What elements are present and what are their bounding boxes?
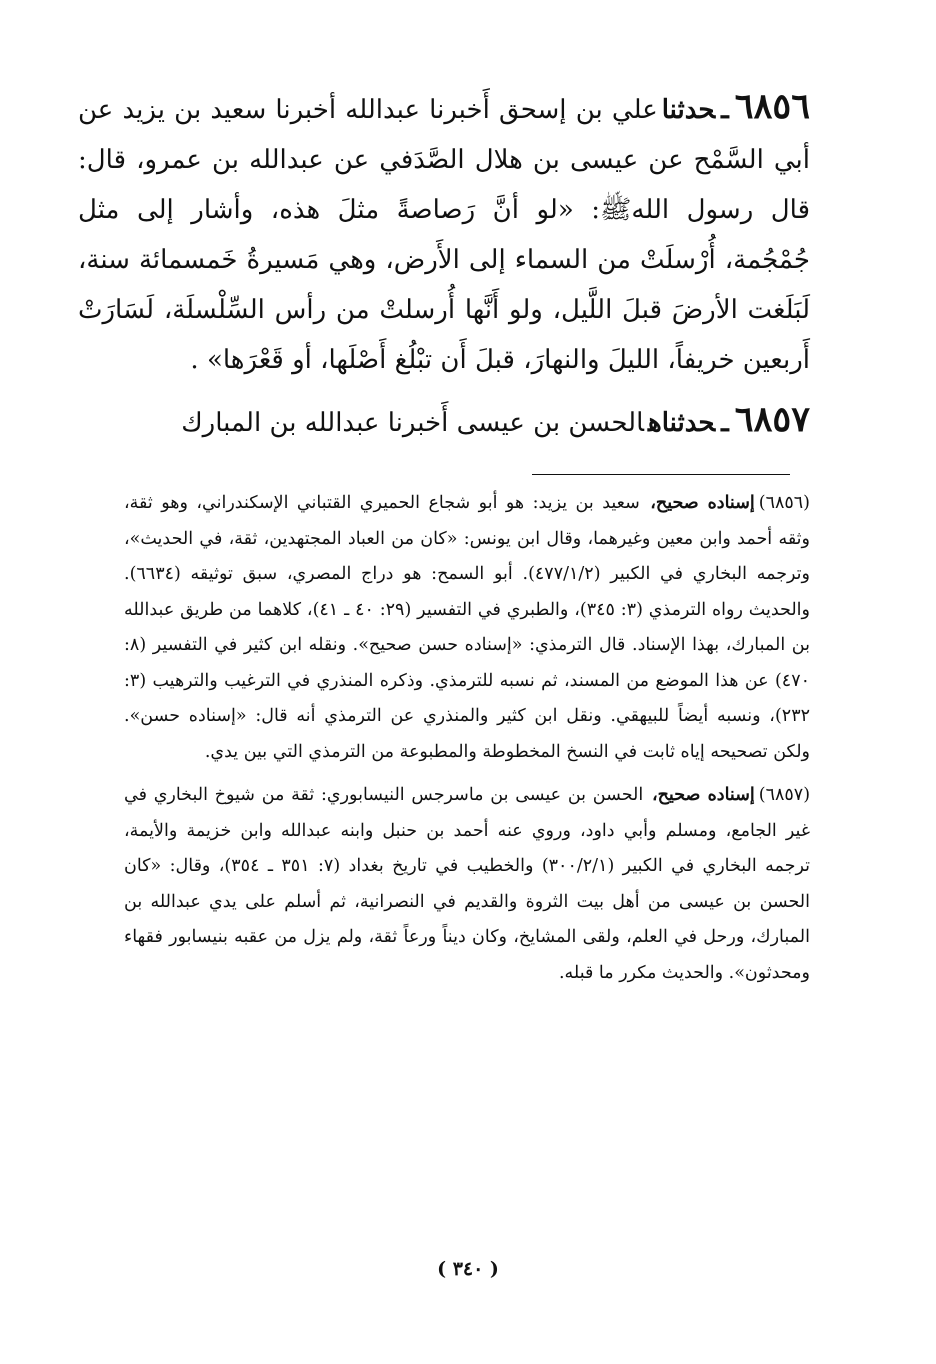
footnote-number: (٦٨٥٧) <box>758 785 811 805</box>
hadith-keyword: حدثنا <box>661 95 716 125</box>
hadith-section <box>78 82 810 448</box>
hadith-text: علي بن إسحق أَخبرنا عبدالله أخبرنا سعيد بن يزيد عن أبي السَّمْح عن عيسى بن هلال الصَّدَفي عن عبدالله بن عمرو، قال: قال رسول اللهﷺ: «لو أنَّ رَصاصةً مثلَ هذه، وأشار إلى مثل جُمْجُمة، أُرْسلَتْ من السماء إلى الأَرض، وهي مَسيرةُ خَمسمائة سنة، لَبَلَغت الأرضَ قبلَ اللَّيل، ولو أَنَّها أُرسلتْ من رأس السِّلْسلَة، لَسَارَتْ أَربعين خريفاً، الليلَ والنهارَ، قبلَ أَن تبْلُغ أَصْلَها، أو قَعْرَها» . <box>78 95 810 375</box>
footnote-text: الحسن بن عيسى بن ماسرجس النيسابوري: ثقة من شيوخ البخاري في غير الجامع، ومسلم وأبي داود، وروي عنه أحمد بن حنبل وابنه عبدالله وابن خزيمة والأيمة، ترجمه البخاري في الكبير (٣٠٠/٢/١) والخطيب في تاريخ بغداد (٧: ٣٥١ ـ ٣٥٤)، وقال: «كان الحسن بن عيسى من أهل بيت الثروة والقديم في النصرانية، ثم أسلم على يدي عبدالله بن المبارك، ورحل في العلم، ولقى المشايخ، وكان ديناً ورعاً ثقة، ولم يزل من عقبه بنيسابور فقهاء ومحدثون». والحديث مكرر ما قبله. <box>124 785 810 983</box>
footnote-number: (٦٨٥٦) <box>758 493 810 513</box>
footnote-keyword: إسناده صحيح، <box>650 493 755 513</box>
hadith-number: ٦٨٥٧ <box>734 399 810 440</box>
hadith-dash: ـ <box>721 408 729 438</box>
hadith-dash: ـ <box>721 95 729 125</box>
page-number: ( ٣٤٠ ) <box>437 1258 499 1280</box>
hadith-number: ٦٨٥٦ <box>734 86 810 127</box>
footnote-6856 <box>124 486 810 770</box>
footnote-text: سعيد بن يزيد: هو أبو شجاع الحميري القتباني الإسكندراني، وهو ثقة، وثقه أحمد وابن معين وغيرهما، وقال ابن يونس: «كان من العباد المجتهدين، ثقة، في الحديث»، وترجمه البخاري في الكبير (٤٧٧/١/٢). أبو السمح: هو دراج المصري، سبق توثيقه (٦٦٣٤). والحديث رواه الترمذي (٣: ٣٤٥)، والطبري في التفسير (٢٩: ٤٠ ـ ٤١)، كلاهما من طريق عبدالله بن المبارك، بهذا الإسناد. قال الترمذي: «إسناده حسن صحيح». ونقله ابن كثير في التفسير (٨: ٤٧٠) عن هذا الموضع من المسند، ثم نسبه للترمذي. وذكره المنذري في الترغيب والترهيب (٣: ٢٣٢)، ونسبه أيضاً للبيهقي. ونقل ابن كثير والمنذري عن الترمذي أنه قال: «إسناده حسن». ولكن تصحيحه إياه ثابت في النسخ المخطوطة والمطبوعة من الترمذي التي بين يدي. <box>124 493 811 762</box>
hadith-6856 <box>78 82 810 385</box>
footnote-6857 <box>124 778 810 991</box>
footnotes-section <box>124 486 810 999</box>
hadith-6857 <box>78 395 810 448</box>
hadith-keyword: حدثناه <box>648 408 716 438</box>
hadith-text: الحسن بن عيسى أَخبرنا عبدالله بن المبارك <box>181 408 645 438</box>
footnote-separator <box>532 474 790 475</box>
footnote-keyword: إسناده صحيح، <box>651 785 755 805</box>
